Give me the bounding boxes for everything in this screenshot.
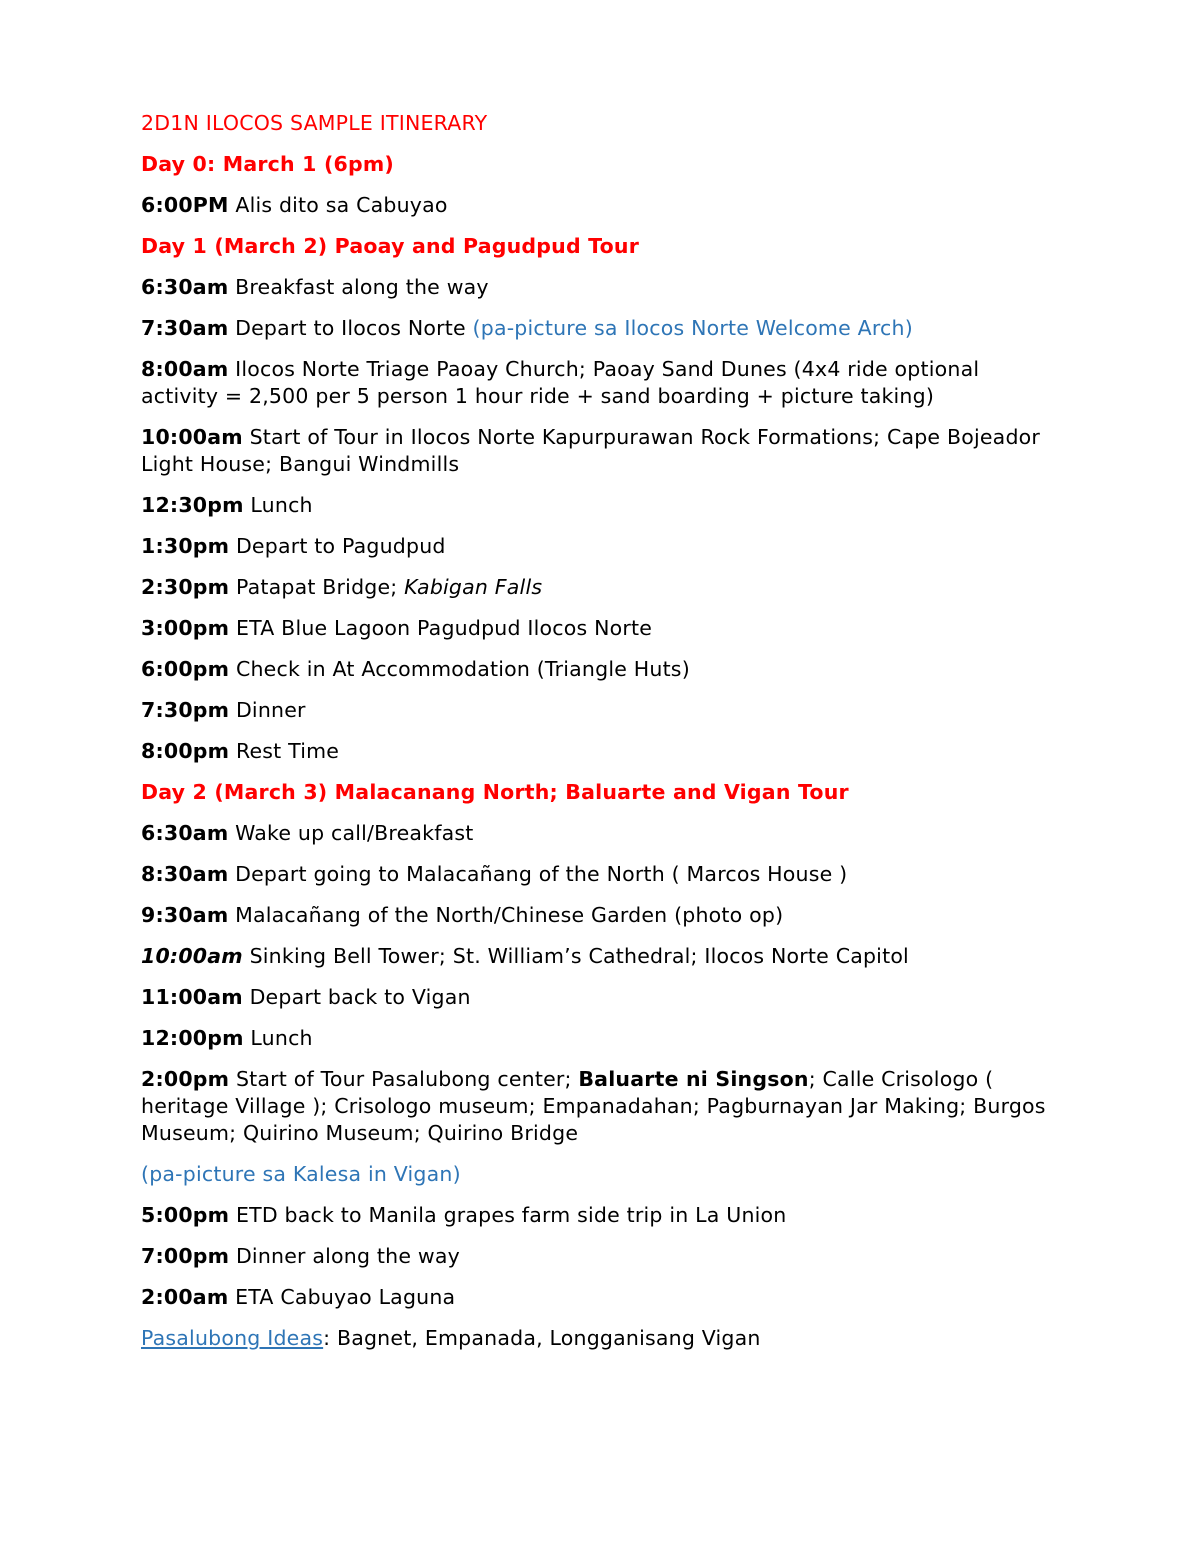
itinerary-item xyxy=(141,615,1050,642)
itinerary-item xyxy=(141,492,1050,519)
itinerary-item xyxy=(141,1025,1050,1052)
pasalubong-ideas-link[interactable]: Pasalubong Ideas xyxy=(141,1326,324,1350)
itinerary-item xyxy=(141,902,1050,929)
italic-text: Kabigan Falls xyxy=(404,575,543,599)
time-label: 5:00pm xyxy=(141,1203,230,1227)
item-text: Start of Tour Pasalubong center; xyxy=(229,1067,579,1091)
item-text: Patapat Bridge; xyxy=(229,575,405,599)
item-text: Rest Time xyxy=(229,739,340,763)
time-label: 7:00pm xyxy=(141,1244,230,1268)
item-text: Depart to Pagudpud xyxy=(229,534,446,558)
bold-text: Baluarte ni Singson xyxy=(578,1067,809,1091)
item-text: Start of Tour in Ilocos Norte Kapurpurawan Rock Formations; Cape Bojeador Light House; Bangui Windmills xyxy=(141,425,1041,476)
day1-heading: Day 1 (March 2) Paoay and Pagudpud Tour xyxy=(141,234,639,258)
time-label: 7:30am xyxy=(141,316,229,340)
itinerary-item xyxy=(141,820,1050,847)
itinerary-item xyxy=(141,424,1050,478)
time-label: 10:00am xyxy=(141,425,243,449)
item-text: ; Calle Crisologo ( heritage Village ); Crisologo museum; Empanadahan; Pagburnayan Jar Making; Burgos Museum; Quirino Museum; Quirino Bridge xyxy=(141,1067,1046,1145)
itinerary-item xyxy=(141,356,1050,410)
item-text: Breakfast along the way xyxy=(228,275,489,299)
item-text: Sinking Bell Tower; St. William’s Cathedral; Ilocos Norte Capitol xyxy=(242,944,909,968)
time-label: 12:00pm xyxy=(141,1026,244,1050)
itinerary-item xyxy=(141,274,1050,301)
photo-note: (pa-picture sa Kalesa in Vigan) xyxy=(141,1162,461,1186)
time-label: 12:30pm xyxy=(141,493,244,517)
item-text: Depart back to Vigan xyxy=(242,985,471,1009)
time-label: 2:00am xyxy=(141,1285,229,1309)
pasalubong-text: : Bagnet, Empanada, Longganisang Vigan xyxy=(323,1326,761,1350)
item-text: ETA Blue Lagoon Pagudpud Ilocos Norte xyxy=(229,616,653,640)
document-title: 2D1N ILOCOS SAMPLE ITINERARY xyxy=(141,111,488,135)
time-label: 8:00pm xyxy=(141,739,230,763)
time-label: 2:00pm xyxy=(141,1067,230,1091)
itinerary-item xyxy=(141,861,1050,888)
item-text: Wake up call/Breakfast xyxy=(228,821,474,845)
itinerary-item xyxy=(141,315,1050,342)
time-label: 6:30am xyxy=(141,821,229,845)
time-label: 9:30am xyxy=(141,903,229,927)
item-text: Malacañang of the North/Chinese Garden (photo op) xyxy=(228,903,784,927)
item-text: ETD back to Manila grapes farm side trip in La Union xyxy=(229,1203,787,1227)
time-label: 8:00am xyxy=(141,357,229,381)
itinerary-item xyxy=(141,1202,1050,1229)
itinerary-item xyxy=(141,984,1050,1011)
itinerary-item xyxy=(141,1066,1050,1147)
pasalubong-line xyxy=(141,1325,1050,1352)
itinerary-item xyxy=(141,1284,1050,1311)
photo-note: (pa-picture sa Ilocos Norte Welcome Arch) xyxy=(472,316,913,340)
item-text: Ilocos Norte Triage Paoay Church; Paoay Sand Dunes (4x4 ride optional activity = 2,500 per 5 person 1 hour ride + sand boarding + picture taking) xyxy=(141,357,980,408)
itinerary-item xyxy=(141,697,1050,724)
time-label: 1:30pm xyxy=(141,534,230,558)
time-label: 6:00PM xyxy=(141,193,229,217)
time-label: 3:00pm xyxy=(141,616,230,640)
itinerary-item xyxy=(141,192,1050,219)
item-text: Depart going to Malacañang of the North ( Marcos House ) xyxy=(228,862,848,886)
time-label: 6:00pm xyxy=(141,657,230,681)
itinerary-item xyxy=(141,533,1050,560)
item-text: Alis dito sa Cabuyao xyxy=(228,193,448,217)
itinerary-item xyxy=(141,656,1050,683)
time-label: 10:00am xyxy=(141,944,243,968)
item-text: Dinner along the way xyxy=(229,1244,460,1268)
item-text: Depart to Ilocos Norte xyxy=(228,316,473,340)
time-label: 2:30pm xyxy=(141,575,230,599)
item-text: Dinner xyxy=(229,698,306,722)
itinerary-item xyxy=(141,574,1050,601)
itinerary-item xyxy=(141,1243,1050,1270)
time-label: 11:00am xyxy=(141,985,243,1009)
item-text: Lunch xyxy=(243,1026,313,1050)
itinerary-item xyxy=(141,738,1050,765)
item-text: ETA Cabuyao Laguna xyxy=(228,1285,456,1309)
day0-heading: Day 0: March 1 (6pm) xyxy=(141,152,394,176)
time-label: 7:30pm xyxy=(141,698,230,722)
itinerary-item xyxy=(141,943,1050,970)
time-label: 8:30am xyxy=(141,862,229,886)
item-text: Check in At Accommodation (Triangle Huts) xyxy=(229,657,690,681)
time-label: 6:30am xyxy=(141,275,229,299)
item-text: Lunch xyxy=(243,493,313,517)
day2-heading: Day 2 (March 3) Malacanang North; Baluarte and Vigan Tour xyxy=(141,780,849,804)
